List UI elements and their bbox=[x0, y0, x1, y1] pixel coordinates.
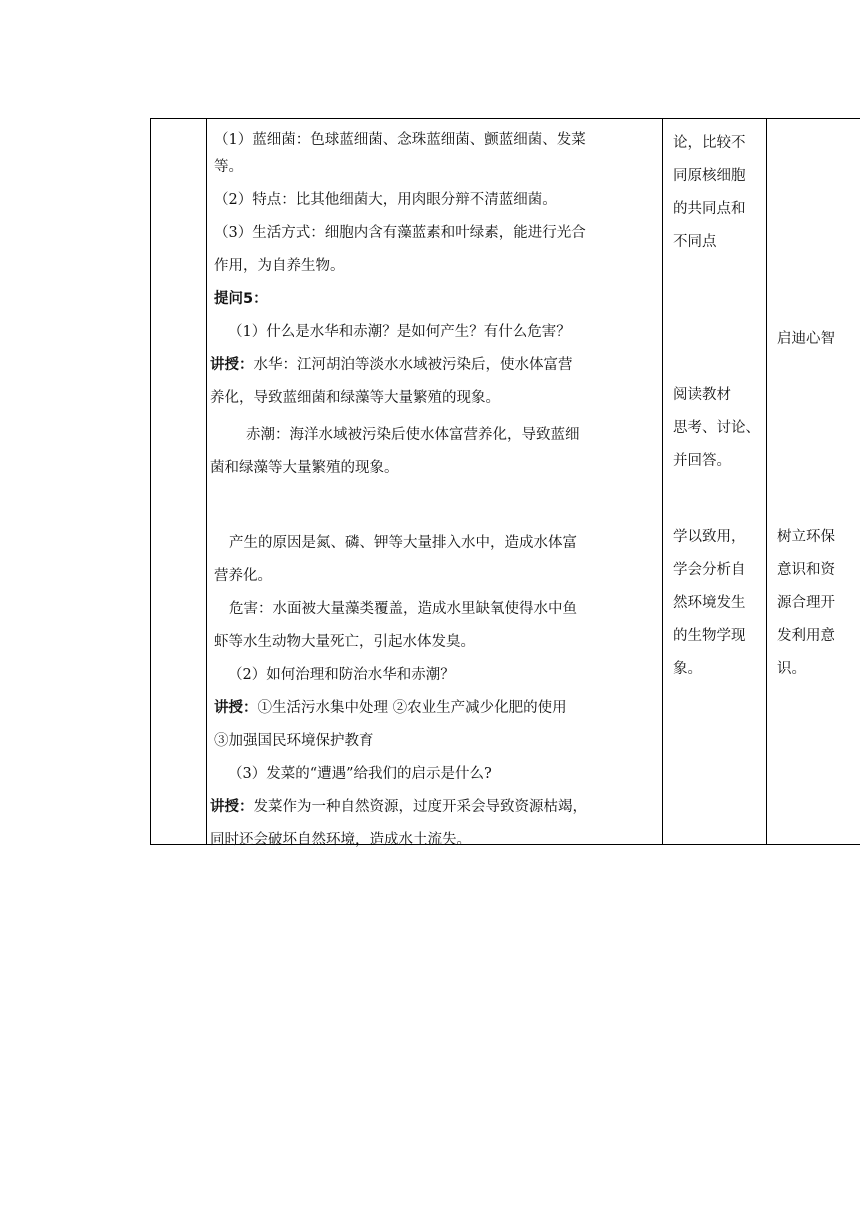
activity-line: 的生物学现 bbox=[673, 628, 746, 644]
activity-line: 然环境发生 bbox=[673, 595, 746, 611]
content-line: ①生活污水集中处理 ②农业生产减少化肥的使用 bbox=[257, 700, 567, 716]
activity-line: 学以致用， bbox=[673, 529, 746, 545]
content-line: （3）生活方式：细胞内含有藻蓝素和叶绿素，能进行光合 bbox=[214, 225, 586, 241]
content-line: ③加强国民环境保护教育 bbox=[214, 733, 374, 749]
content-line: 水华：江河胡泊等淡水水域被污染后，使水体富营 bbox=[253, 357, 573, 373]
activity-line: 思考、讨论、 bbox=[673, 420, 760, 436]
content-line: （3）发菜的“遭遇”给我们的启示是什么? bbox=[228, 766, 492, 782]
content-line: （1）蓝细菌：色球蓝细菌、念珠蓝细菌、颤蓝细菌、发菜 bbox=[214, 132, 586, 148]
content-line: （1）什么是水华和赤潮？是如何产生？有什么危害？ bbox=[228, 324, 571, 340]
lecture-label: 讲授： bbox=[210, 357, 254, 373]
activity-line: 同原核细胞 bbox=[673, 168, 746, 184]
question-heading: 提问5： bbox=[214, 291, 268, 307]
intent-line: 启迪心智 bbox=[777, 331, 835, 347]
lecture-label: 讲授： bbox=[210, 799, 254, 815]
content-line: 养化，导致蓝细菌和绿藻等大量繁殖的现象。 bbox=[210, 390, 500, 406]
intent-line: 源合理开 bbox=[777, 595, 835, 611]
intent-line: 识。 bbox=[777, 661, 806, 677]
content-line: 危害：水面被大量藻类覆盖，造成水里缺氧使得水中鱼 bbox=[229, 601, 577, 617]
activity-line: 并回答。 bbox=[673, 453, 731, 469]
activity-line: 不同点 bbox=[673, 234, 717, 250]
content-line: 赤潮：海洋水域被污染后使水体富营养化，导致蓝细 bbox=[246, 427, 580, 443]
content-line: 发菜作为一种自然资源，过度开采会导致资源枯竭， bbox=[253, 799, 587, 815]
activity-line: 学会分析自 bbox=[673, 562, 746, 578]
content-line: 等。 bbox=[214, 159, 243, 175]
content-line: 虾等水生动物大量死亡，引起水体发臭。 bbox=[214, 634, 475, 650]
content-line: 营养化。 bbox=[214, 568, 272, 584]
content-line: （2）如何治理和防治水华和赤潮？ bbox=[228, 667, 455, 683]
content-line: 同时还会破坏自然环境，造成水土流失。 bbox=[210, 832, 471, 848]
content-line: （2）特点：比其他细菌大，用肉眼分辩不清蓝细菌。 bbox=[214, 192, 557, 208]
column-divider bbox=[662, 119, 663, 844]
design-intent-cell bbox=[777, 323, 860, 356]
column-divider bbox=[206, 119, 207, 844]
lesson-plan-table bbox=[150, 118, 860, 848]
student-activity-cell bbox=[673, 521, 763, 686]
lecture-label: 讲授： bbox=[214, 700, 258, 716]
student-activity-cell bbox=[673, 127, 763, 259]
activity-line: 论，比较不 bbox=[673, 135, 746, 151]
activity-line: 的共同点和 bbox=[673, 201, 746, 217]
design-intent-cell bbox=[777, 521, 860, 686]
activity-line: 象。 bbox=[673, 661, 702, 677]
student-activity-cell bbox=[673, 379, 763, 478]
content-line: 产生的原因是氮、磷、钾等大量排入水中，造成水体富 bbox=[229, 535, 577, 551]
content-line: 作用，为自养生物。 bbox=[214, 258, 345, 274]
content-line: 菌和绿藻等大量繁殖的现象。 bbox=[210, 460, 399, 476]
intent-line: 树立环保 bbox=[777, 529, 835, 545]
teaching-content-cell bbox=[210, 124, 662, 857]
intent-line: 发利用意 bbox=[777, 628, 835, 644]
activity-line: 阅读教材 bbox=[673, 387, 731, 403]
intent-line: 意识和资 bbox=[777, 562, 835, 578]
column-divider bbox=[766, 119, 767, 844]
